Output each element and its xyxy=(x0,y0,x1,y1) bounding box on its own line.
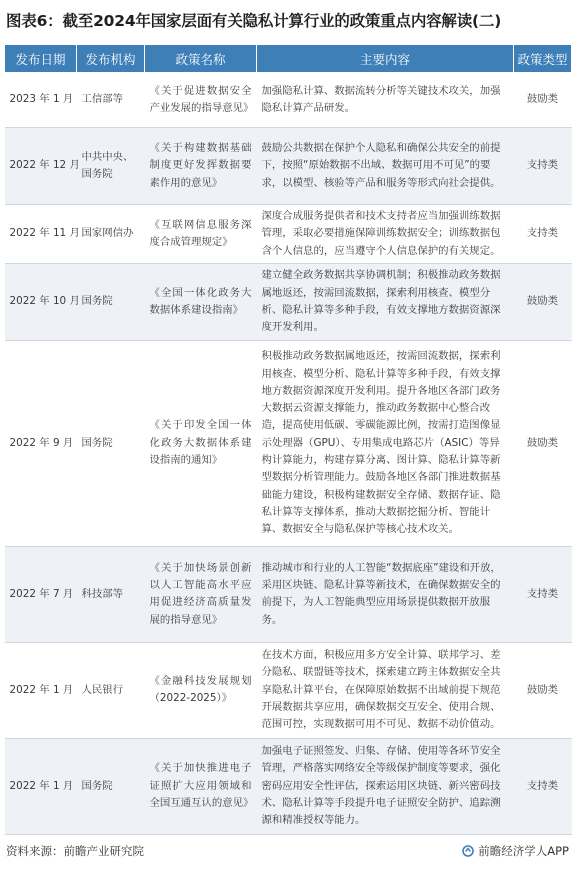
cell-content: 鼓励公共数据在保护个人隐私和确保公共安全的前提下，按照“原始数据不出域、数据可用不可见”的要求，以模型、核验等产品和服务等形式向社会提供。 xyxy=(257,128,514,205)
cell-date: 2022 年 11 月 xyxy=(5,205,77,264)
table-row xyxy=(5,73,572,128)
brand-label: 前瞻经济学人APP xyxy=(478,844,569,858)
header-name: 政策名称 xyxy=(145,45,257,73)
cell-content: 加强电子证照签发、归集、存储、使用等各环节安全管理，严格落实网络安全等级保护制度等要求，强化密码应用安全性评估，探索运用区块链、新兴密码技术、隐私计算等手段提升电子证照安全防护、追踪溯源和精准授权等能力。 xyxy=(257,738,514,834)
table-row xyxy=(5,546,572,642)
cell-policy-name: 《金融科技发展规划（2022-2025）》 xyxy=(145,642,257,738)
cell-content: 建立健全政务数据共享协调机制；积极推动政务数据属地返还，按需回流数据，探索利用核查、模型分析、隐私计算等多种手段，有效支撑地方数据资源深度开发利用。 xyxy=(257,263,514,340)
cell-content: 加强隐私计算、数据流转分析等关键技术攻关，加强隐私计算产品研发。 xyxy=(257,73,514,128)
cell-policy-name: 《关于加快场景创新以人工智能高水平应用促进经济高质量发展的指导意见》 xyxy=(145,546,257,642)
cell-date: 2022 年 10 月 xyxy=(5,263,77,340)
cell-policy-name: 《互联网信息服务深度合成管理规定》 xyxy=(145,205,257,264)
header-type: 政策类型 xyxy=(514,45,572,73)
cell-org: 国务院 xyxy=(77,738,145,834)
table-row xyxy=(5,340,572,546)
cell-policy-name: 《关于构建数据基础制度更好发挥数据要素作用的意见》 xyxy=(145,128,257,205)
header-date: 发布日期 xyxy=(5,45,77,73)
header-org: 发布机构 xyxy=(77,45,145,73)
cell-org: 人民银行 xyxy=(77,642,145,738)
cell-type: 鼓励类 xyxy=(514,263,572,340)
source-note: 资料来源：前瞻产业研究院 xyxy=(6,844,144,858)
table-header-row xyxy=(5,45,572,73)
cell-type: 支持类 xyxy=(514,128,572,205)
cell-date: 2022 年 7 月 xyxy=(5,546,77,642)
cell-type: 支持类 xyxy=(514,738,572,834)
policy-table xyxy=(4,44,572,835)
cell-org: 国务院 xyxy=(77,340,145,546)
cell-org: 科技部等 xyxy=(77,546,145,642)
table-row xyxy=(5,205,572,264)
table-row xyxy=(5,263,572,340)
footer xyxy=(6,840,569,862)
cell-policy-name: 《关于印发全国一体化政务大数据体系建设指南的通知》 xyxy=(145,340,257,546)
cell-type: 鼓励类 xyxy=(514,642,572,738)
cell-type: 支持类 xyxy=(514,205,572,264)
cell-date: 2023 年 1 月 xyxy=(5,73,77,128)
cell-date: 2022 年 12 月 xyxy=(5,128,77,205)
cell-content: 推动城市和行业的人工智能“数据底座”建设和开放，采用区块链、隐私计算等新技术，在确保数据安全的前提下，为人工智能典型应用场景提供数据开放服务。 xyxy=(257,546,514,642)
cell-date: 2022 年 1 月 xyxy=(5,642,77,738)
cell-org: 国家网信办 xyxy=(77,205,145,264)
table-row xyxy=(5,128,572,205)
cell-org: 国务院 xyxy=(77,263,145,340)
cell-date: 2022 年 1 月 xyxy=(5,738,77,834)
cell-policy-name: 《关于加快推进电子证照扩大应用领域和全国互通互认的意见》 xyxy=(145,738,257,834)
cell-org: 中共中央、国务院 xyxy=(77,128,145,205)
cell-policy-name: 《全国一体化政务大数据体系建设指南》 xyxy=(145,263,257,340)
chart-title: 图表6：截至2024年国家层面有关隐私计算行业的政策重点内容解读(二) xyxy=(6,12,502,30)
table-row xyxy=(5,738,572,834)
cell-date: 2022 年 9 月 xyxy=(5,340,77,546)
cell-content: 积极推动政务数据属地返还，按需回流数据，探索利用核查、模型分析、隐私计算等多种手段，有效支撑地方数据资源深度开发利用。提升各地区各部门政务大数据云资源支撑能力，推动政务数据中心整合改造，提高使用低碳、零碳能源比例，按需打造图像显示处理器（GPU）、专用集成电路芯片（ASIC）等异构计算能力，构建存算分离、图计算、隐私计算等新型数据分析管理能力。鼓励各地区各部门推进数据基础能力建设，积极构建数据安全存储、数据存证、隐私计算等支撑体系，推动大数据挖掘分析、智能计算、数据安全与隐私保护等核心技术攻关。 xyxy=(257,340,514,546)
cell-type: 支持类 xyxy=(514,546,572,642)
cell-type: 鼓励类 xyxy=(514,73,572,128)
cell-policy-name: 《关于促进数据安全产业发展的指导意见》 xyxy=(145,73,257,128)
cell-content: 在技术方面，积极应用多方安全计算、联邦学习、差分隐私、联盟链等技术，探索建立跨主体数据安全共享隐私计算平台，在保障原始数据不出域前提下规范开展数据共享应用，确保数据交互安全、使用合规、范围可控，实现数据可用不可见、数据不动价值动。 xyxy=(257,642,514,738)
cell-type: 鼓励类 xyxy=(514,340,572,546)
brand xyxy=(462,840,569,862)
table-row xyxy=(5,642,572,738)
header-content: 主要内容 xyxy=(257,45,514,73)
qianzhan-logo-icon xyxy=(462,845,474,857)
cell-content: 深度合成服务提供者和技术支持者应当加强训练数据管理，采取必要措施保障训练数据安全；训练数据包含个人信息的，应当遵守个人信息保护的有关规定。 xyxy=(257,205,514,264)
cell-org: 工信部等 xyxy=(77,73,145,128)
